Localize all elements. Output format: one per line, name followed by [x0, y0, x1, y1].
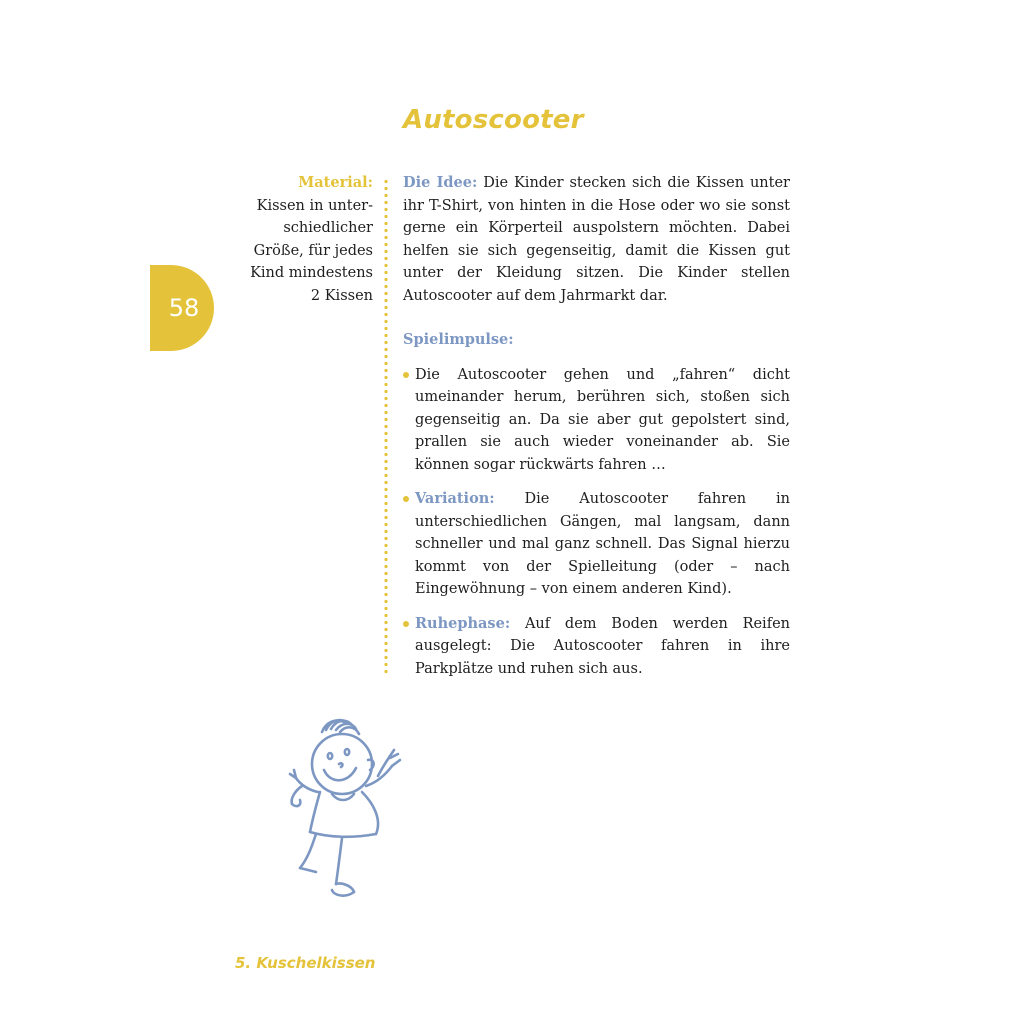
- idea-label: Die Idee:: [403, 174, 478, 191]
- chapter-footer: 5. Kuschelkissen: [235, 954, 376, 972]
- idea-text: Die Kinder stecken sich die Kissen unter ihr T-Shirt, von hinten in die Hose oder wo sie sonst gerne ein Körperteil auspolstern möchten. Dabei helfen sie sich gegenseitig, damit die Kissen gut unter der Kleidung sitzen. Die Kinder stellen Autoscooter auf dem Jahrmarkt dar.: [403, 175, 790, 304]
- impulse-text: Auf dem Boden werden Reifen ausgelegt: Die Autoscooter fahren in ihre Parkplätze und ruhen sich aus.: [415, 615, 790, 677]
- bullet-dot-icon: [403, 621, 409, 627]
- dotted-divider: [384, 178, 388, 674]
- list-item: [403, 488, 790, 601]
- main-column: [403, 172, 790, 692]
- page-title: Autoscooter: [403, 105, 584, 135]
- material-line: Größe, für jedes: [253, 242, 373, 259]
- material-line: Kissen in unter-: [256, 197, 373, 214]
- cheerful-child-drawing-icon: [282, 712, 417, 902]
- material-line: schiedlicher: [283, 220, 373, 236]
- bullet-dot-icon: [403, 496, 409, 502]
- material-label: Material:: [298, 174, 373, 191]
- page-number-tab: [150, 265, 214, 351]
- idea-paragraph: [403, 172, 790, 307]
- material-line: Kind mindestens: [250, 265, 373, 281]
- list-item: [403, 613, 790, 681]
- bullet-dot-icon: [403, 372, 409, 378]
- impulse-text: Die Autoscooter fahren in unterschiedlichen Gängen, mal langsam, dann schneller und mal ganz schnell. Das Signal hierzu kommt von der Spielleitung (oder – nach Eingewöhnung – von einem anderen Kind).: [415, 491, 790, 597]
- impulse-text: Die Autoscooter gehen und „fahren“ dicht umeinander herum, berühren sich, stoßen sich gegenseitig an. Da sie aber gut gepolstert sind, prallen sie auch wieder voneinander ab. Sie können sogar rückwärts fahren …: [415, 366, 790, 473]
- material-column: [213, 172, 373, 307]
- impulse-label: Ruhephase:: [415, 614, 511, 632]
- impulses-list: [403, 364, 790, 681]
- material-line: 2 Kissen: [310, 287, 373, 304]
- page-number: 58: [168, 294, 200, 322]
- list-item: [403, 364, 790, 477]
- impulse-label: Variation:: [415, 490, 495, 507]
- impulses-heading: Spielimpulse:: [403, 331, 514, 348]
